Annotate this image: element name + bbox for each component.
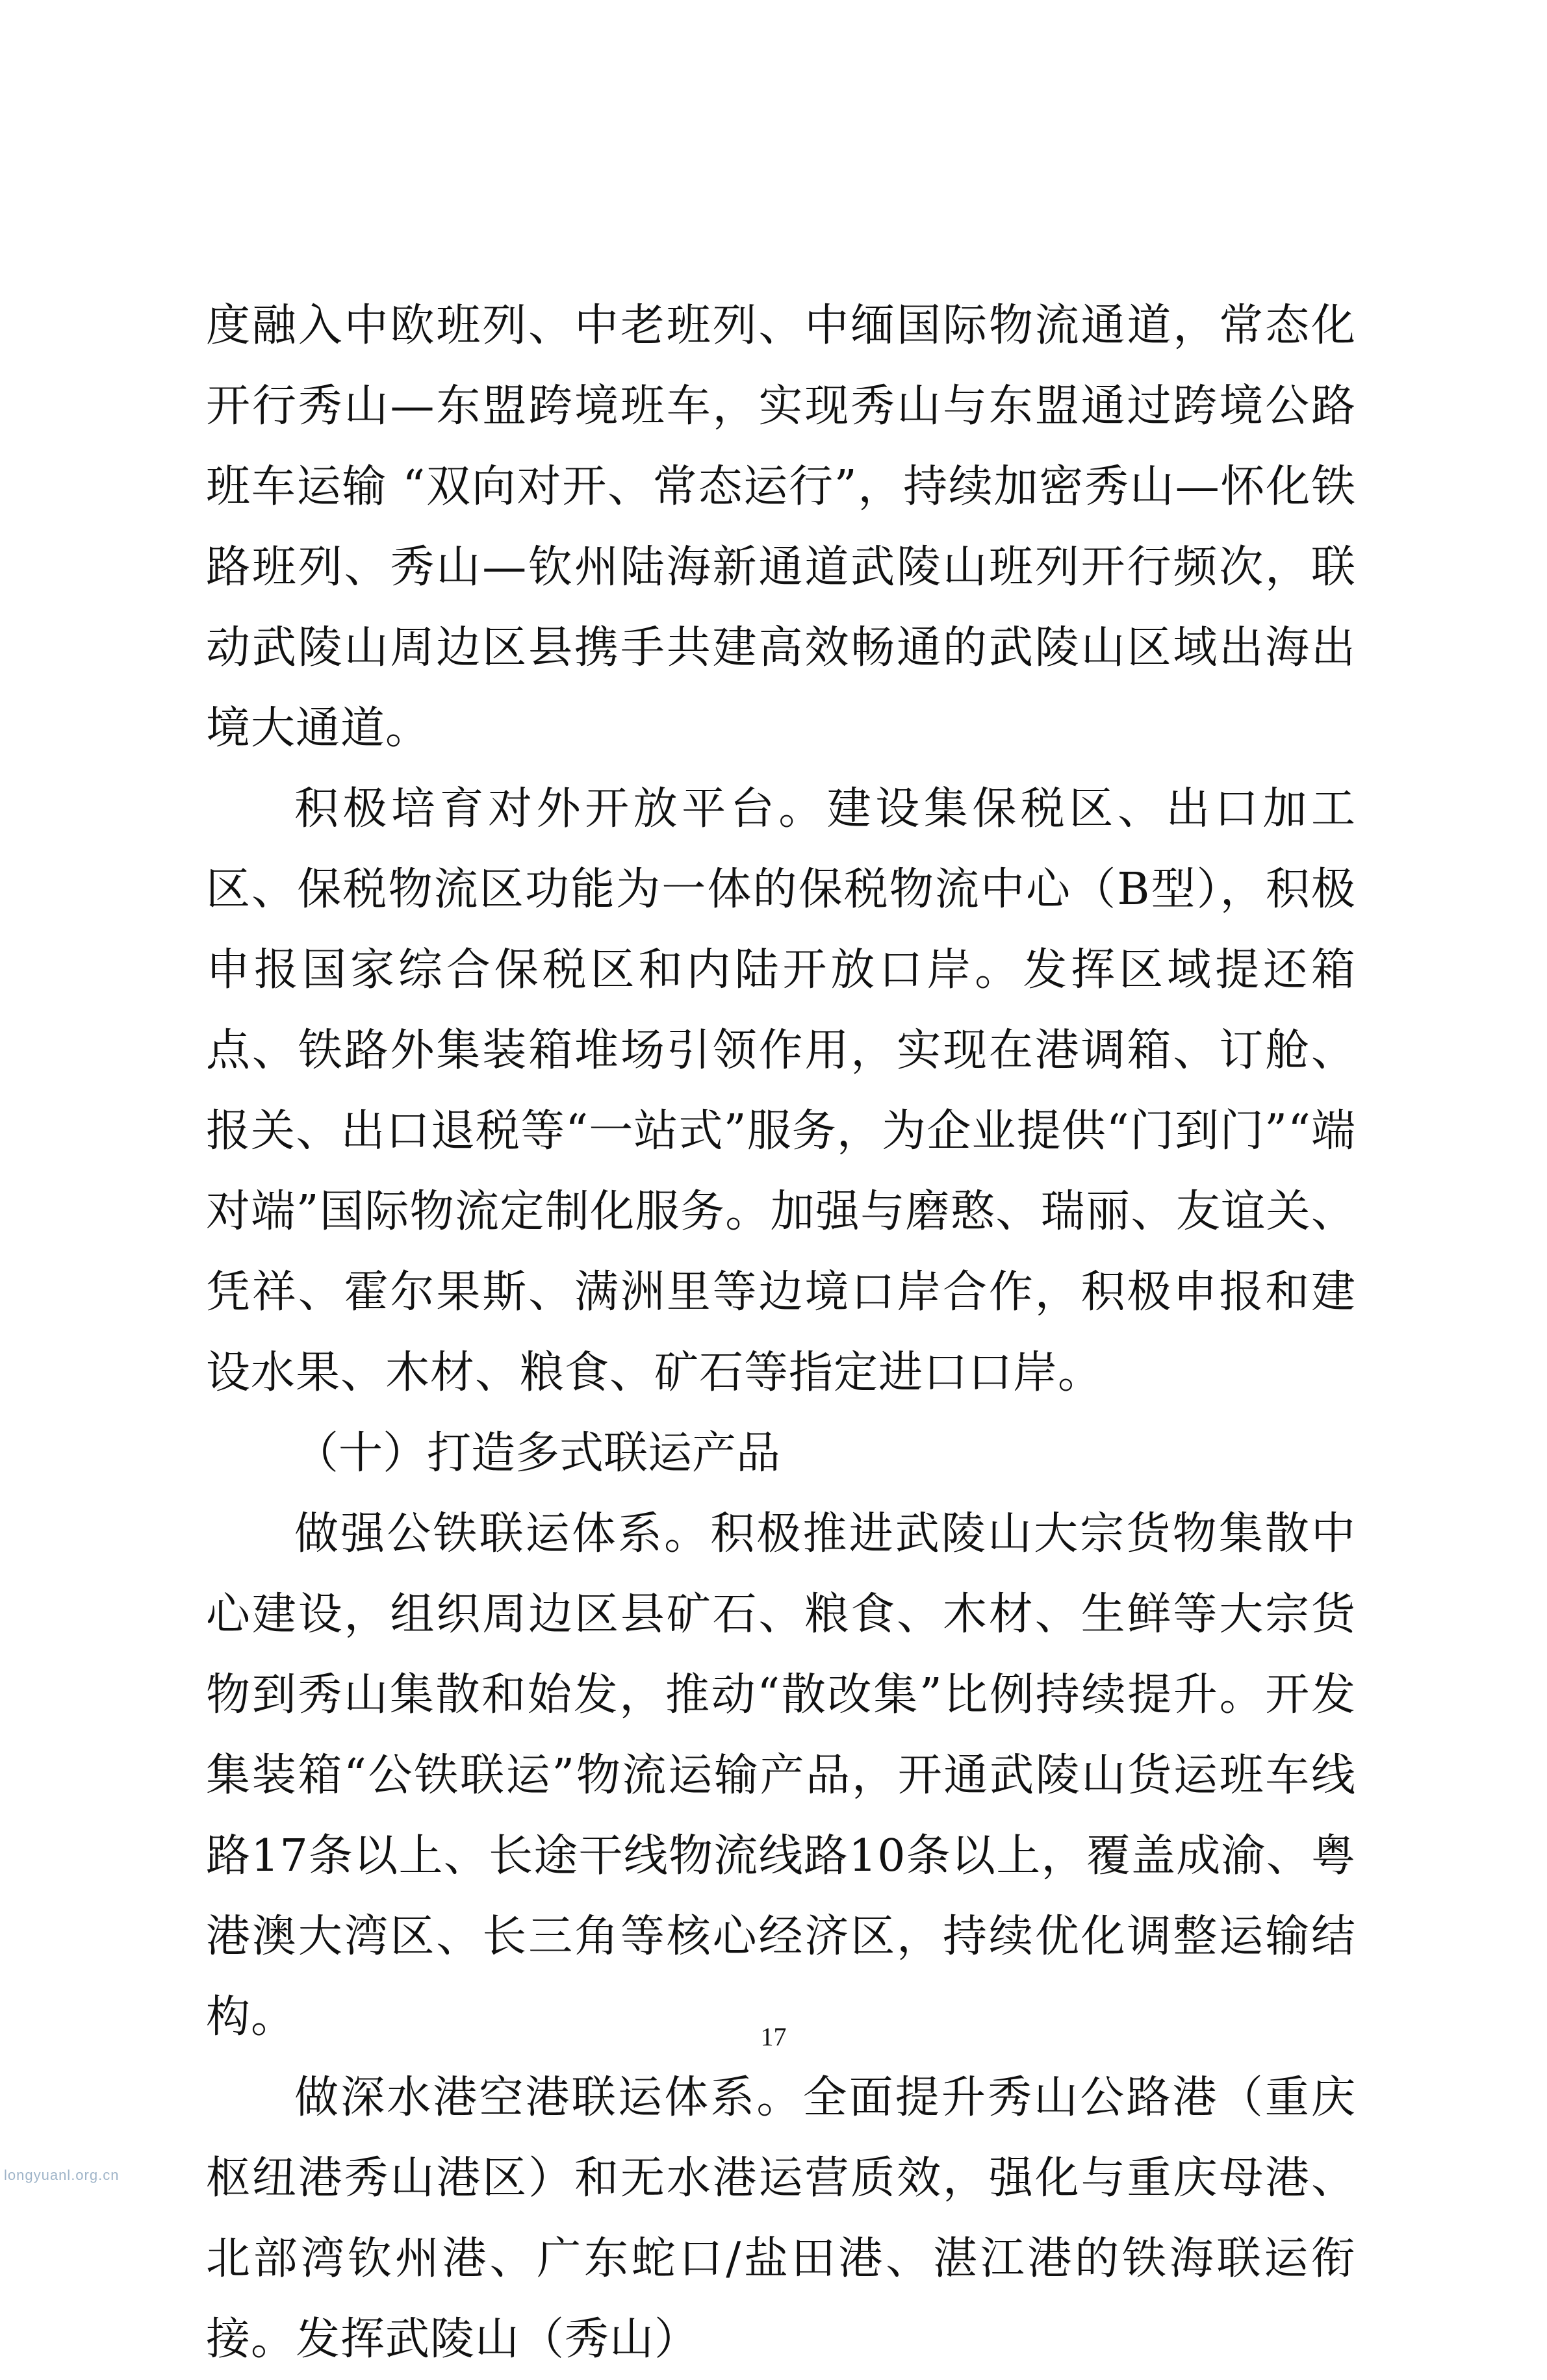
paragraph-lead: 做强公铁联运体系。 — [294, 1508, 711, 1560]
document-body — [206, 286, 1356, 2380]
paragraph-text: 建设集保税区、出口加工区、保税物流区功能为一体的保税物流中心（B型），积极申报国家综合保税区和内陆开放口岸。发挥区域提还箱点、铁路外集装箱堆场引领作用，实现在港调箱、订舱、报关、出口退税等“一站式”服务，为企业提供“门到门”“端对端”国际物流定制化服务。加强与磨憨、瑞丽、友谊关、凭祥、霍尔果斯、满洲里等边境口岸合作，积极申报和建设水果、木材、粮食、矿石等指定进口口岸。 — [206, 783, 1356, 1399]
page-number: 17 — [760, 2022, 787, 2051]
paragraph-open-platform — [206, 769, 1356, 1413]
paragraph-text: 积极推进武陵山大宗货物集散中心建设，组织周边区县矿石、粮食、木材、生鲜等大宗货物到秀山集散和始发，推动“散改集”比例持续提升。开发集装箱“公铁联运”物流运输产品，开通武陵山货运班车线路17条以上、长途干线物流线路10条以上，覆盖成渝、粤港澳大湾区、长三角等核心经济区，持续优化调整运输结构。 — [206, 1508, 1356, 2043]
paragraph-lead: 积极培育对外开放平台。 — [294, 783, 827, 835]
paragraph-road-rail — [206, 1494, 1356, 2058]
section-heading: （十）打造多式联运产品 — [294, 1428, 781, 1479]
paragraph-text: 全面提升秀山公路港（重庆枢纽港秀山港区）和无水港运营质效，强化与重庆母港、北部湾钦州港、广东蛇口/盐田港、湛江港的铁海联运衔接。发挥武陵山（秀山） — [206, 2072, 1356, 2365]
paragraph-sea-air — [206, 2058, 1356, 2380]
paragraph-continuation — [206, 286, 1356, 769]
paragraph-lead: 做深水港空港联运体系。 — [294, 2072, 803, 2123]
paragraph-text: 度融入中欧班列、中老班列、中缅国际物流通道，常态化开行秀山—东盟跨境班车，实现秀山与东盟通过跨境公路班车运输 “双向对开、常态运行”，持续加密秀山—怀化铁路班列、秀山—钦州陆海新通道武陵山班列开行频次，联动武陵山周边区县携手共建高效畅通的武陵山区域出海出境大通道。 — [206, 300, 1356, 754]
watermark: longyuanl.org.cn — [4, 2167, 120, 2183]
